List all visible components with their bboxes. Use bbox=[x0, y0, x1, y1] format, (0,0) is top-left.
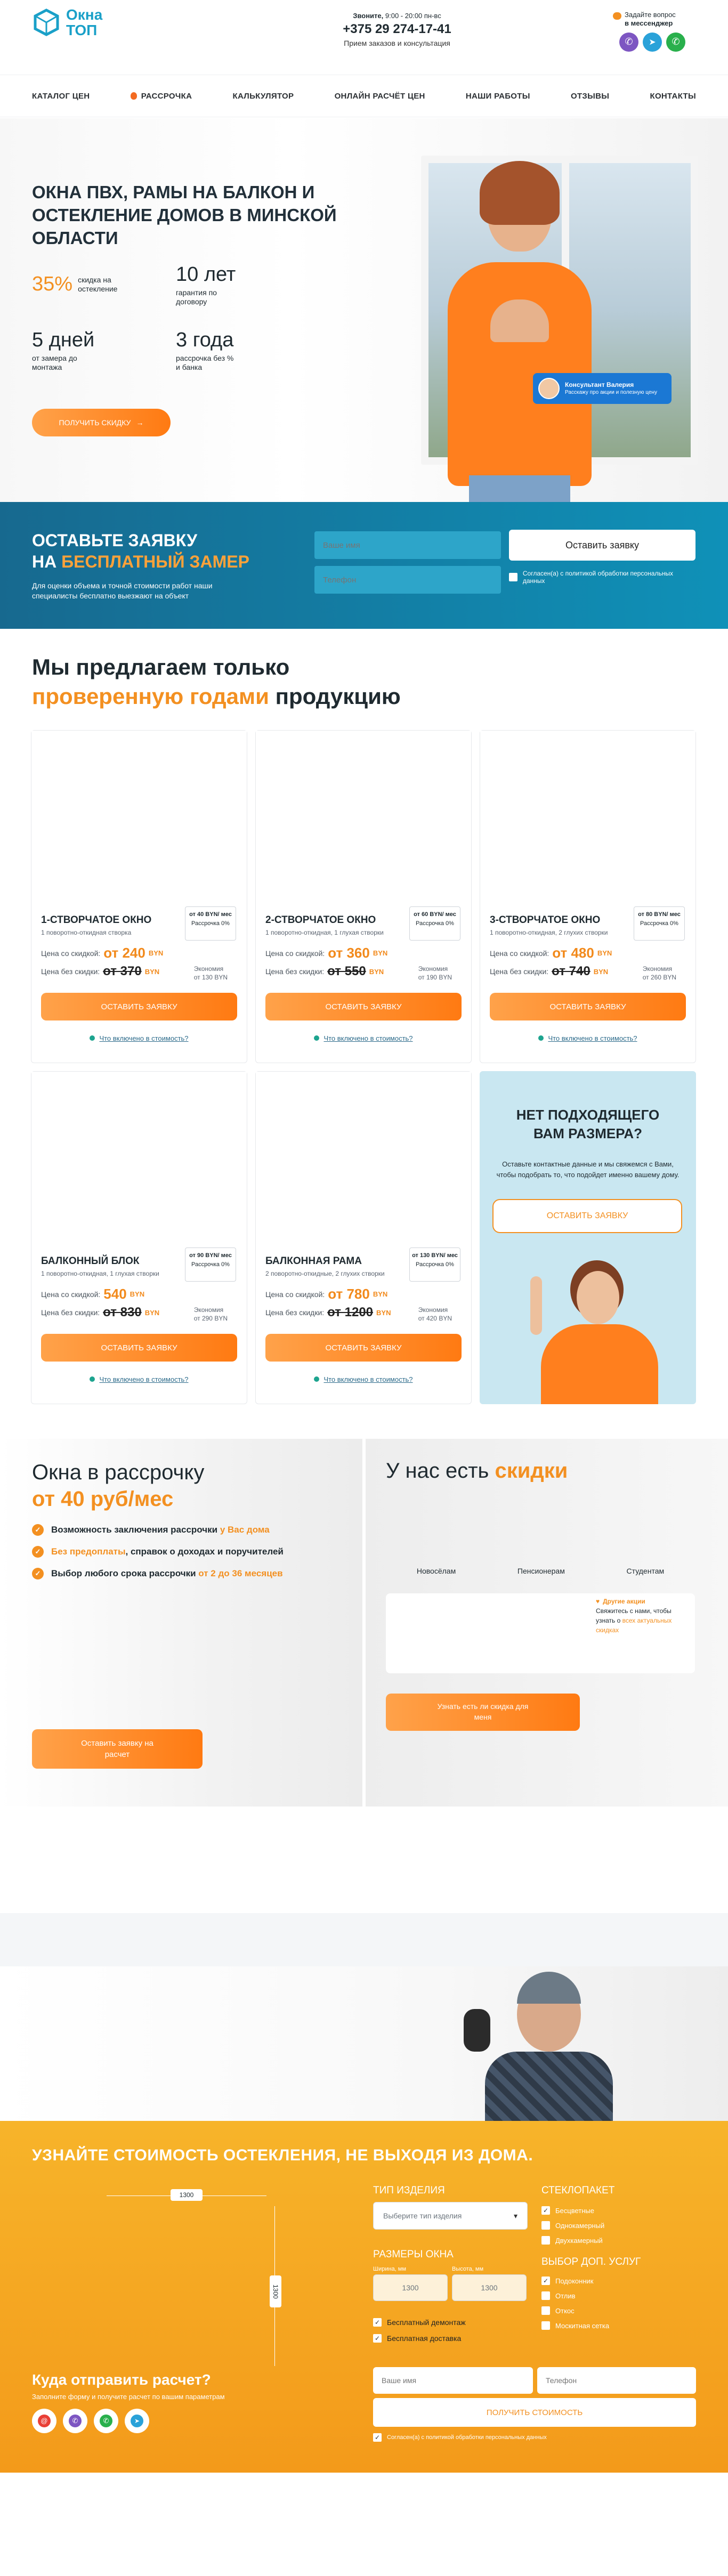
product-name: БАЛКОННАЯ РАМА bbox=[265, 1255, 362, 1267]
economy-value: от 290 BYN bbox=[193, 1314, 228, 1322]
request-section bbox=[0, 502, 728, 629]
product-economy bbox=[418, 965, 452, 982]
currency: BYN bbox=[144, 967, 160, 976]
price-label: Цена со скидкой: bbox=[265, 949, 325, 958]
old-price-label: Цена без скидки: bbox=[490, 967, 549, 976]
calc-phone-input[interactable] bbox=[537, 2367, 696, 2394]
chat-icon bbox=[613, 12, 621, 20]
product-installment-tag bbox=[634, 906, 685, 941]
send-messengers bbox=[32, 2409, 149, 2433]
calc-section bbox=[0, 2121, 728, 2473]
msg-line1: Задайте вопрос bbox=[625, 11, 676, 19]
request-phone-input[interactable] bbox=[314, 566, 501, 594]
economy-label: Экономия bbox=[418, 1306, 448, 1314]
product-monthly: от 90 BYN/ мес bbox=[189, 1252, 232, 1259]
calc-top-photo bbox=[0, 1966, 728, 2121]
extra-option[interactable] bbox=[541, 2277, 609, 2285]
installment-title bbox=[32, 1459, 204, 1512]
get-discount-button[interactable] bbox=[32, 409, 171, 436]
info-icon bbox=[90, 1035, 95, 1041]
request-text: Для оценки объема и точной стоимости работ наши специалисты бесплатно выезжают на объект bbox=[32, 581, 213, 600]
product-economy bbox=[194, 965, 228, 982]
product-installment-tag bbox=[409, 906, 460, 941]
whats-included-link[interactable] bbox=[480, 1034, 695, 1042]
whatsapp-icon[interactable]: ✆ bbox=[666, 33, 685, 52]
send-text: Заполните форму и получите расчет по вашим параметрам bbox=[32, 2393, 225, 2401]
checkbox-checked[interactable]: ✓ bbox=[541, 2277, 550, 2285]
product-price-row bbox=[265, 945, 387, 961]
checkbox[interactable] bbox=[541, 2221, 550, 2230]
product-price: от 240 bbox=[103, 945, 145, 961]
worker-photo bbox=[453, 1966, 613, 2121]
product-card bbox=[255, 1071, 472, 1404]
calc-submit-button[interactable]: ПОЛУЧИТЬ СТОИМОСТЬ bbox=[373, 2398, 696, 2427]
info-icon bbox=[90, 1376, 95, 1382]
other-promos bbox=[596, 1597, 675, 1635]
check-dismantle[interactable] bbox=[373, 2318, 466, 2327]
installment-button-label: Оставить заявку на расчет bbox=[81, 1739, 153, 1759]
tab-pensioners[interactable]: Пенсионерам bbox=[517, 1567, 565, 1575]
products-title-end: продукцию bbox=[269, 683, 401, 709]
extra-label: ВЫБОР ДОП. УСЛУГ bbox=[541, 2256, 641, 2267]
product-installment-tag bbox=[409, 1248, 460, 1282]
tab-students[interactable]: Студентам bbox=[626, 1567, 665, 1575]
check-delivery[interactable] bbox=[373, 2334, 466, 2343]
custom-size-photo bbox=[528, 1260, 661, 1404]
heart-icon: ♥ bbox=[596, 1598, 600, 1605]
checkbox[interactable] bbox=[541, 2306, 550, 2315]
economy-label: Экономия bbox=[418, 965, 448, 973]
hero-woman-photo bbox=[437, 161, 613, 502]
installment-button[interactable] bbox=[32, 1729, 203, 1769]
info-icon bbox=[538, 1035, 544, 1041]
installment-text: , справок о доходах и поручителей bbox=[125, 1546, 284, 1557]
hero-stat-4 bbox=[176, 329, 234, 372]
glass-options bbox=[541, 2206, 604, 2245]
main-nav bbox=[0, 75, 728, 117]
nav-item-catalog[interactable]: КАТАЛОГ ЦЕН bbox=[32, 91, 90, 101]
nav-installment-label: РАССРОЧКА bbox=[141, 91, 192, 101]
hero-title: ОКНА ПВХ, РАМЫ НА БАЛКОН И ОСТЕКЛЕНИЕ ДОМОВ В МИНСКОЙ ОБЛАСТИ bbox=[32, 182, 337, 248]
economy-value: от 260 BYN bbox=[642, 973, 676, 981]
check-icon: ✓ bbox=[32, 1568, 44, 1579]
installment-label: Рассрочка 0% bbox=[640, 920, 678, 927]
product-price: от 780 bbox=[328, 1286, 370, 1302]
installment-text: Выбор любого срока рассрочки bbox=[51, 1568, 199, 1578]
product-order-button[interactable]: ОСТАВИТЬ ЗАЯВКУ bbox=[265, 1334, 462, 1362]
glass-option[interactable] bbox=[541, 2236, 604, 2245]
whats-included-link[interactable] bbox=[31, 1375, 247, 1383]
checkbox[interactable] bbox=[541, 2321, 550, 2330]
product-old-price-row bbox=[265, 964, 384, 979]
product-monthly: от 130 BYN/ мес bbox=[412, 1252, 458, 1259]
installment-label: Рассрочка 0% bbox=[191, 920, 230, 927]
extra-option[interactable] bbox=[541, 2321, 609, 2330]
type-label: ТИП ИЗДЕЛИЯ bbox=[373, 2185, 445, 2196]
installment-section bbox=[0, 1439, 362, 1807]
economy-value: от 190 BYN bbox=[418, 973, 452, 981]
product-price-row bbox=[41, 945, 163, 961]
products-title-accent: проверенную годами bbox=[32, 683, 269, 709]
product-desc: 1 поворотно-откидная, 2 глухих створки bbox=[490, 929, 608, 936]
installment-list bbox=[32, 1524, 320, 1580]
type-select[interactable] bbox=[373, 2202, 528, 2230]
checkbox[interactable] bbox=[541, 2236, 550, 2245]
product-old-price: от 830 bbox=[103, 1305, 142, 1319]
check-icon: ✓ bbox=[32, 1524, 44, 1536]
telegram-icon[interactable]: ➤ bbox=[125, 2409, 149, 2433]
extra-option-label: Подоконник bbox=[555, 2277, 594, 2285]
custom-size-button[interactable]: ОСТАВИТЬ ЗАЯВКУ bbox=[492, 1199, 682, 1233]
request-title-accent: БЕСПЛАТНЫЙ ЗАМЕР bbox=[61, 552, 249, 571]
glass-label: СТЕКЛОПАКЕТ bbox=[541, 2185, 615, 2196]
work-hours: 9:00 - 20:00 пн-вс bbox=[385, 12, 441, 20]
phone-note: Прием заказов и консультация bbox=[344, 39, 450, 47]
consent-text: Согласен(а) с политикой обработки персональных данных bbox=[522, 570, 673, 585]
currency: BYN bbox=[148, 949, 164, 957]
product-old-price: от 550 bbox=[327, 964, 366, 978]
email-icon[interactable]: @ bbox=[32, 2409, 56, 2433]
discounts-section bbox=[366, 1439, 728, 1807]
other-promos-text: Свяжитесь с нами, чтобы узнать о bbox=[596, 1607, 672, 1624]
extra-option[interactable] bbox=[541, 2306, 609, 2315]
installment-title-line1: Окна в рассрочку bbox=[32, 1461, 205, 1484]
nav-item-calculator[interactable]: КАЛЬКУЛЯТОР bbox=[232, 91, 294, 101]
height-input[interactable] bbox=[452, 2274, 527, 2301]
extra-option-label: Отлив bbox=[555, 2291, 576, 2300]
height-input-value: 1300 bbox=[481, 2283, 498, 2292]
product-old-price-row bbox=[265, 1305, 391, 1320]
other-promos-title: Другие акции bbox=[603, 1598, 645, 1605]
product-monthly: от 40 BYN/ мес bbox=[189, 911, 232, 918]
product-image bbox=[480, 731, 695, 906]
product-old-price-row bbox=[41, 964, 159, 979]
product-name: 3-СТВОРЧАТОЕ ОКНО bbox=[490, 914, 601, 926]
whats-included-label: Что включено в стоимость? bbox=[99, 1034, 189, 1042]
old-price-label: Цена без скидки: bbox=[41, 1308, 100, 1317]
discounts-title-accent: скидки bbox=[495, 1459, 568, 1483]
economy-label: Экономия bbox=[193, 965, 224, 973]
product-old-price: от 1200 bbox=[327, 1305, 374, 1319]
hero-stat-text: гарантия по договору bbox=[176, 288, 217, 306]
hero-stat-text: скидка на остекление bbox=[78, 275, 118, 293]
msg-line2: в мессенджер bbox=[625, 19, 673, 28]
checkbox-checked[interactable]: ✓ bbox=[541, 2206, 550, 2215]
discount-card bbox=[386, 1593, 695, 1673]
product-monthly: от 80 BYN/ мес bbox=[638, 911, 681, 918]
product-image bbox=[256, 731, 471, 906]
checkbox[interactable] bbox=[541, 2291, 550, 2300]
currency: BYN bbox=[593, 967, 609, 976]
installment-label: Рассрочка 0% bbox=[416, 920, 454, 927]
tab-newcomers[interactable]: Новосёлам bbox=[416, 1567, 456, 1575]
product-price-row bbox=[265, 1286, 387, 1302]
product-name: БАЛКОННЫЙ БЛОК bbox=[41, 1255, 140, 1267]
info-icon bbox=[314, 1035, 319, 1041]
product-card bbox=[255, 730, 472, 1063]
installment-label: Рассрочка 0% bbox=[191, 1261, 230, 1268]
installment-item bbox=[32, 1524, 320, 1536]
check-dismantle-label: Бесплатный демонтаж bbox=[387, 2318, 466, 2327]
sizes-label: РАЗМЕРЫ ОКНА bbox=[373, 2249, 454, 2260]
product-price: от 480 bbox=[552, 945, 594, 961]
hero-stat-2 bbox=[176, 263, 236, 306]
product-price-row bbox=[41, 1286, 144, 1302]
product-desc: 1 поворотно-откидная створка bbox=[41, 929, 132, 936]
glass-option-label: Однокамерный bbox=[555, 2221, 605, 2230]
product-card bbox=[480, 730, 696, 1063]
glass-option[interactable] bbox=[541, 2221, 604, 2230]
window-drawing bbox=[75, 2185, 309, 2387]
width-input[interactable] bbox=[373, 2274, 448, 2301]
fire-icon bbox=[131, 92, 137, 100]
product-order-button[interactable]: ОСТАВИТЬ ЗАЯВКУ bbox=[265, 993, 462, 1020]
request-submit-button[interactable]: Оставить заявку bbox=[509, 530, 695, 561]
calc-consent[interactable] bbox=[373, 2433, 547, 2442]
currency: BYN bbox=[130, 1290, 145, 1298]
strip-light bbox=[0, 1913, 728, 1966]
product-installment-tag bbox=[185, 1248, 236, 1282]
hero-stat-value: 3 года bbox=[176, 329, 234, 351]
installment-accent: Без предоплаты bbox=[51, 1546, 126, 1557]
product-price-row bbox=[490, 945, 612, 961]
logo[interactable] bbox=[32, 6, 117, 38]
whats-included-label: Что включено в стоимость? bbox=[548, 1034, 637, 1042]
currency: BYN bbox=[373, 1290, 388, 1298]
consultant-avatar bbox=[538, 378, 560, 399]
currency: BYN bbox=[597, 949, 612, 957]
product-old-price: от 740 bbox=[552, 964, 591, 978]
other-promos-accent: всех актуальных скидках bbox=[596, 1617, 672, 1634]
glass-option-label: Двухкамерный bbox=[555, 2236, 603, 2245]
header-phone[interactable]: +375 29 274-17-41 bbox=[343, 22, 451, 36]
width-label: Ширина, мм bbox=[373, 2266, 406, 2272]
glass-option[interactable] bbox=[541, 2206, 604, 2215]
call-label: Звоните, bbox=[353, 12, 384, 20]
request-name-input[interactable] bbox=[314, 531, 501, 559]
whatsapp-icon[interactable]: ✆ bbox=[94, 2409, 118, 2433]
product-card bbox=[31, 730, 247, 1063]
products-title-line1: Мы предлагаем только bbox=[32, 654, 290, 679]
whats-included-link[interactable] bbox=[256, 1034, 471, 1042]
installment-accent: от 2 до 36 месяцев bbox=[198, 1568, 283, 1578]
discount-tabs bbox=[386, 1567, 695, 1575]
glass-option-label: Бесцветные bbox=[555, 2206, 594, 2215]
nav-item-reviews[interactable]: ОТЗЫВЫ bbox=[570, 91, 610, 101]
installment-title-line2: от 40 руб/мес bbox=[32, 1487, 174, 1511]
product-economy bbox=[643, 965, 676, 982]
height-value: 1300 bbox=[270, 2275, 281, 2307]
request-title-prefix: НА bbox=[32, 552, 62, 571]
request-title bbox=[32, 530, 249, 572]
currency: BYN bbox=[373, 949, 388, 957]
price-label: Цена со скидкой: bbox=[41, 949, 101, 958]
nav-item-works[interactable]: НАШИ РАБОТЫ bbox=[465, 91, 530, 101]
checkbox-checked[interactable]: ✓ bbox=[373, 2433, 382, 2442]
logo-cube-icon bbox=[32, 8, 61, 37]
old-price-label: Цена без скидки: bbox=[41, 967, 100, 976]
product-price: 540 bbox=[103, 1286, 127, 1302]
hero-stat-value: 35% bbox=[32, 273, 73, 295]
currency: BYN bbox=[376, 1308, 391, 1317]
price-label: Цена со скидкой: bbox=[490, 949, 549, 958]
whats-included-label: Что включено в стоимость? bbox=[323, 1034, 413, 1042]
custom-size-title: НЕТ ПОДХОДЯЩЕГО ВАМ РАЗМЕРА? bbox=[516, 1107, 660, 1142]
info-icon bbox=[314, 1376, 319, 1382]
hero-section bbox=[0, 118, 728, 502]
chevron-down-icon: ▾ bbox=[513, 2211, 517, 2220]
hero-stat-3 bbox=[32, 329, 94, 372]
product-price: от 360 bbox=[328, 945, 370, 961]
consultant-name: Консультант Валерия bbox=[565, 380, 634, 388]
economy-value: от 130 BYN bbox=[193, 973, 228, 981]
product-desc: 2 поворотно-откидные, 2 глухих створки bbox=[265, 1270, 385, 1277]
check-discount-label: Узнать есть ли скидка для меня bbox=[437, 1702, 529, 1721]
viber-icon[interactable]: ✆ bbox=[63, 2409, 87, 2433]
telegram-icon[interactable]: ➤ bbox=[643, 33, 662, 52]
hero-stat-value: 5 дней bbox=[32, 329, 95, 351]
price-label: Цена со скидкой: bbox=[265, 1290, 325, 1299]
economy-label: Экономия bbox=[642, 965, 673, 973]
check-discount-button[interactable] bbox=[386, 1694, 580, 1731]
whats-included-link[interactable] bbox=[31, 1034, 247, 1042]
product-card bbox=[31, 1071, 247, 1404]
old-price-label: Цена без скидки: bbox=[265, 1308, 325, 1317]
currency: BYN bbox=[369, 967, 384, 976]
nav-item-online-price[interactable]: ОНЛАЙН РАСЧЁТ ЦЕН bbox=[334, 91, 425, 101]
custom-size-card bbox=[480, 1071, 696, 1404]
header-contacts bbox=[320, 12, 474, 47]
installment-item bbox=[32, 1546, 320, 1558]
hero-stat-text: рассрочка без % и банка bbox=[176, 354, 234, 371]
type-select-placeholder: Выберите тип изделия bbox=[383, 2212, 462, 2220]
arrow-right-icon: → bbox=[136, 418, 144, 427]
extra-option-label: Откос bbox=[555, 2306, 575, 2315]
discounts-title-text: У нас есть bbox=[386, 1459, 495, 1483]
product-order-button[interactable]: ОСТАВИТЬ ЗАЯВКУ bbox=[490, 993, 686, 1020]
check-delivery-label: Бесплатная доставка bbox=[387, 2334, 462, 2343]
product-old-price-row bbox=[490, 964, 608, 979]
request-consent[interactable] bbox=[509, 570, 695, 585]
discounts-title bbox=[386, 1459, 568, 1483]
product-desc: 1 поворотно-откидная, 1 глухая створки bbox=[265, 929, 384, 936]
currency: BYN bbox=[144, 1308, 160, 1317]
calc-title: УЗНАЙТЕ СТОИМОСТЬ ОСТЕКЛЕНИЯ, НЕ ВЫХОДЯ ИЗ ДОМА. bbox=[32, 2146, 533, 2164]
request-title-line1: ОСТАВЬТЕ ЗАЯВКУ bbox=[32, 531, 197, 550]
product-image bbox=[256, 1072, 471, 1248]
height-label: Высота, мм bbox=[452, 2266, 484, 2272]
extra-option-label: Москитная сетка bbox=[555, 2321, 610, 2330]
checkbox-checked[interactable]: ✓ bbox=[373, 2318, 382, 2327]
economy-value: от 420 BYN bbox=[418, 1314, 452, 1322]
product-name: 2-СТВОРЧАТОЕ ОКНО bbox=[265, 914, 376, 926]
installment-accent: у Вас дома bbox=[220, 1525, 270, 1535]
installment-text: Возможность заключения рассрочки bbox=[51, 1525, 220, 1535]
old-price-label: Цена без скидки: bbox=[265, 967, 325, 976]
calc-consent-text: Согласен(а) с политикой обработки персональных данных bbox=[387, 2434, 547, 2441]
checkbox-checked[interactable]: ✓ bbox=[373, 2334, 382, 2343]
product-installment-tag bbox=[185, 906, 236, 941]
get-discount-label: ПОЛУЧИТЬ СКИДКУ bbox=[59, 418, 131, 427]
logo-text-line2: ТОП bbox=[66, 22, 98, 38]
installment-label: Рассрочка 0% bbox=[416, 1261, 454, 1268]
products-title bbox=[32, 653, 401, 711]
product-economy bbox=[194, 1306, 228, 1323]
hero-stat-text: от замера до монтажа bbox=[32, 354, 77, 371]
whats-included-label: Что включено в стоимость? bbox=[323, 1375, 413, 1383]
product-image bbox=[31, 731, 247, 906]
price-label: Цена со скидкой: bbox=[41, 1290, 101, 1299]
calc-name-input[interactable] bbox=[373, 2367, 533, 2394]
custom-size-text: Оставьте контактные данные и мы свяжемся с Вами, чтобы подобрать то, что подойдет именно вашему дому. bbox=[496, 1160, 680, 1179]
product-old-price-row bbox=[41, 1305, 159, 1320]
product-order-button[interactable]: ОСТАВИТЬ ЗАЯВКУ bbox=[41, 993, 237, 1020]
check-icon: ✓ bbox=[32, 1546, 44, 1558]
whats-included-label: Что включено в стоимость? bbox=[99, 1375, 189, 1383]
calc-checks bbox=[373, 2318, 466, 2343]
viber-icon[interactable]: ✆ bbox=[619, 33, 638, 52]
product-economy bbox=[418, 1306, 452, 1323]
header bbox=[0, 0, 728, 75]
consultant-text: Расскажу про акции и полезную цену bbox=[565, 390, 657, 396]
consultant-bubble[interactable] bbox=[533, 373, 672, 404]
consent-checkbox[interactable] bbox=[509, 573, 517, 581]
product-image bbox=[31, 1072, 247, 1248]
hero-stat-value: 10 лет bbox=[176, 263, 236, 286]
send-title: Куда отправить расчет? bbox=[32, 2371, 211, 2388]
product-order-button[interactable]: ОСТАВИТЬ ЗАЯВКУ bbox=[41, 1334, 237, 1362]
nav-item-installment[interactable] bbox=[131, 92, 192, 101]
product-old-price: от 370 bbox=[103, 964, 142, 978]
installment-item bbox=[32, 1568, 320, 1580]
logo-text-line1: Окна bbox=[66, 6, 103, 23]
whats-included-link[interactable] bbox=[256, 1375, 471, 1383]
product-name: 1-СТВОРЧАТОЕ ОКНО bbox=[41, 914, 152, 926]
width-value: 1300 bbox=[171, 2189, 203, 2201]
messenger-block bbox=[613, 11, 703, 52]
nav-item-contacts[interactable]: КОНТАКТЫ bbox=[650, 91, 696, 101]
extra-option[interactable] bbox=[541, 2291, 609, 2300]
width-input-value: 1300 bbox=[402, 2283, 419, 2292]
hero-stat-1 bbox=[32, 273, 131, 296]
product-monthly: от 60 BYN/ мес bbox=[414, 911, 456, 918]
economy-label: Экономия bbox=[193, 1306, 224, 1314]
product-desc: 1 поворотно-откидная, 1 глухая створки bbox=[41, 1270, 159, 1277]
extra-options bbox=[541, 2277, 609, 2330]
